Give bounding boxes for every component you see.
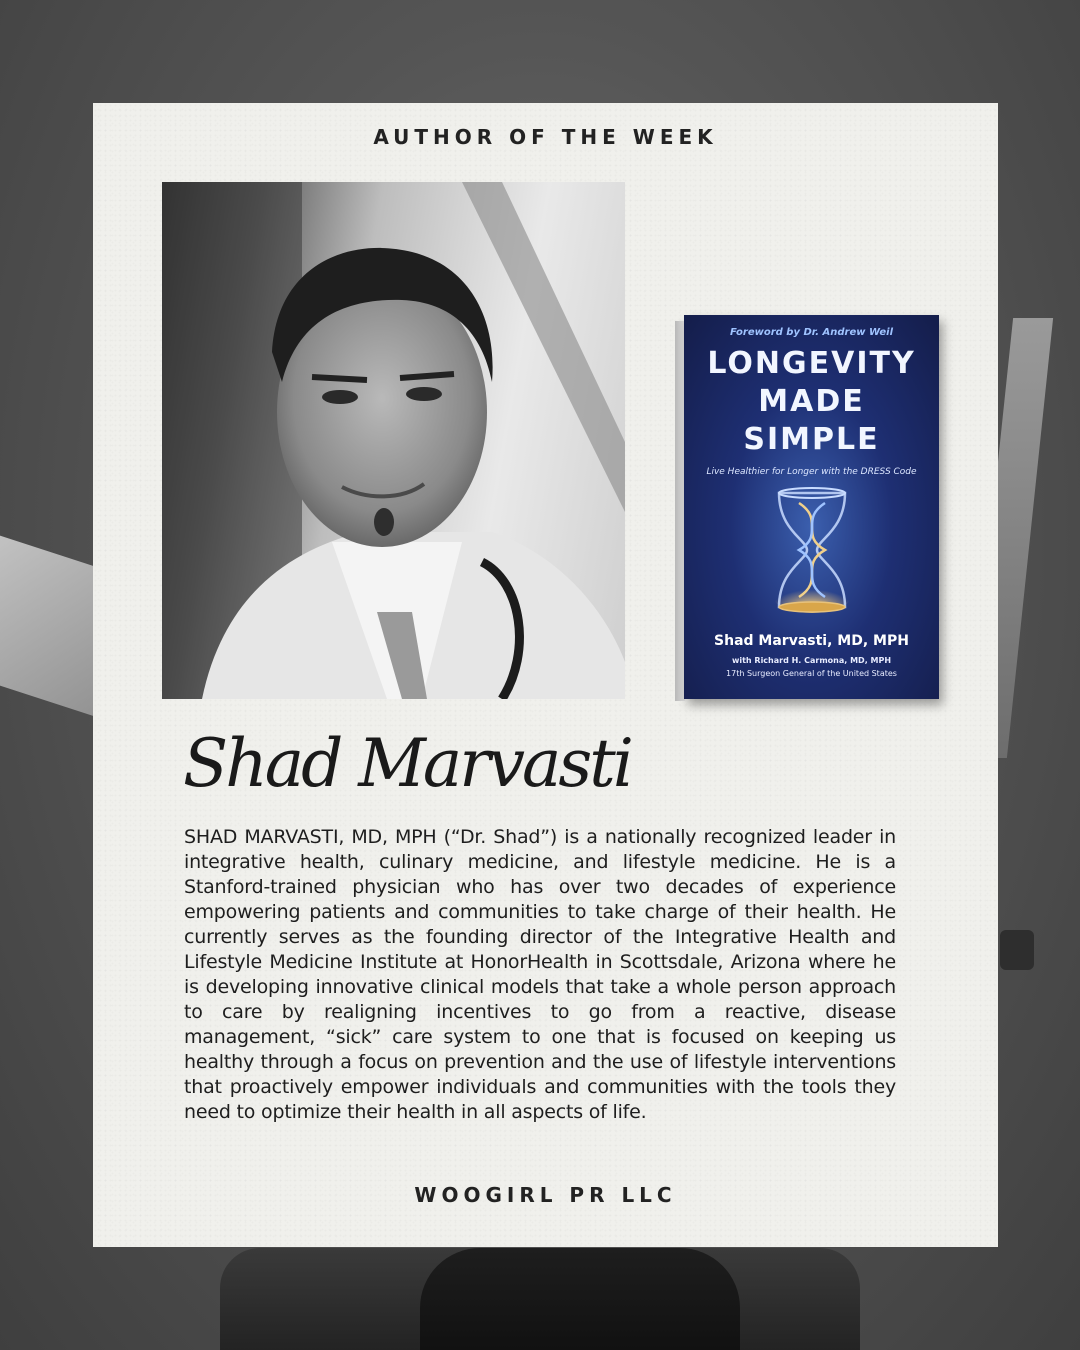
book-coauthor: with Richard H. Carmona, MD, MPH xyxy=(731,656,892,665)
author-card xyxy=(93,103,998,1247)
section-eyebrow: AUTHOR OF THE WEEK xyxy=(373,125,718,149)
book-cover xyxy=(684,315,939,699)
author-name: Shad Marvasti xyxy=(183,725,631,802)
book-title-line: LONGEVITY xyxy=(707,346,916,381)
background-knob xyxy=(1000,930,1034,970)
book-title xyxy=(684,345,939,459)
book-title-line: MADE xyxy=(758,384,865,419)
book-author: Shad Marvasti, MD, MPH xyxy=(714,633,909,649)
footer-brand: WOOGIRL PR LLC xyxy=(414,1183,677,1207)
book-cover-image xyxy=(675,315,939,699)
hourglass-dna-icon xyxy=(769,485,855,615)
book-title-line: SIMPLE xyxy=(743,422,880,457)
background-chair-back xyxy=(420,1248,740,1350)
author-photo xyxy=(162,182,625,699)
book-subtitle: Live Healthier for Longer with the DRESS Code xyxy=(706,467,917,477)
book-foreword: Foreword by Dr. Andrew Weil xyxy=(729,327,894,338)
author-bio: SHAD MARVASTI, MD, MPH (“Dr. Shad”) is a nationally recognized leader in integrative health, culinary medicine, and lifestyle medicine. He is a Stanford-trained physician who has over two decades of experience empowering patients and communities to take charge of their health. He currently serves as the founding director of the Integrative Health and Lifestyle Medicine Institute at HonorHealth in Scottsdale, Arizona where he is developing innovative clinical models that take a whole person approach to care by realigning incentives to go from a reactive, disease management, “sick” care system to one that is focused on keeping us healthy through a focus on prevention and the use of lifestyle interventions that proactively empower individuals and communities with the tools they need to optimize their health in all aspects of life. xyxy=(184,826,896,1123)
book-coauthor-title: 17th Surgeon General of the United States xyxy=(726,669,897,678)
